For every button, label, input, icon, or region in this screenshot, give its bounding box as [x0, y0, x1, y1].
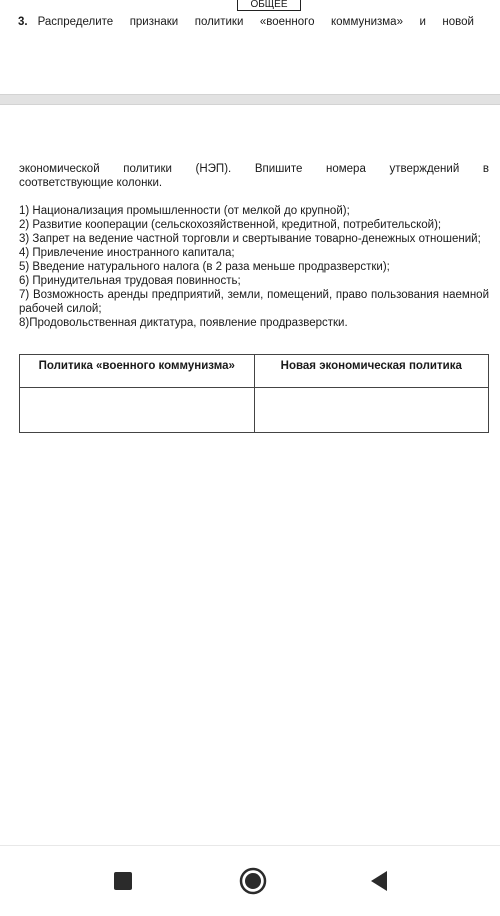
answer-table — [19, 354, 489, 433]
task-word: номера — [326, 163, 366, 175]
task-word: коммунизма» — [330, 16, 403, 28]
column-header-nep: Новая экономическая политика — [254, 355, 489, 388]
statement-item: 5) Введение натурального налога (в 2 раза меньше продразверстки); — [19, 261, 390, 273]
circle-icon[interactable] — [238, 866, 268, 896]
table-row — [20, 388, 489, 433]
task-first-line — [18, 16, 474, 28]
system-navigation-bar — [0, 845, 500, 916]
task-word: и — [419, 16, 426, 28]
task-word: новой — [442, 16, 474, 28]
statement-item: 4) Привлечение иностранного капитала; — [19, 247, 235, 259]
square-icon[interactable] — [108, 866, 138, 896]
task-word: политики — [194, 16, 244, 28]
statement-item: 7) Возможность аренды предприятий, земли, помещений, право пользования наемной рабочей силой; — [19, 289, 489, 315]
task-number-and-word: 3. Распределите — [18, 16, 114, 28]
task-word: политики — [123, 163, 172, 175]
task-number: 3. — [18, 16, 28, 28]
task-word: (НЭП). — [195, 163, 232, 175]
table-header-row — [20, 355, 489, 388]
statement-item: 8)Продовольственная диктатура, появление продразверстки. — [19, 317, 348, 329]
task-word: Впишите — [254, 163, 303, 175]
task-word: в — [482, 163, 489, 175]
statement-item: 2) Развитие кооперации (сельскохозяйственной, кредитной, потребительской); — [19, 219, 442, 231]
task-word: утверждений — [389, 163, 460, 175]
statement-item: 1) Национализация промышленности (от мелкой до крупной); — [19, 205, 350, 217]
task-word: «военного — [259, 16, 315, 28]
answer-cell-nep[interactable] — [254, 388, 489, 433]
section-badge: ОБЩЕЕ — [237, 0, 301, 11]
answer-cell-war-communism[interactable] — [20, 388, 255, 433]
statement-item: 6) Принудительная трудовая повинность; — [19, 275, 241, 287]
task-second-line — [19, 162, 489, 176]
task-content — [19, 162, 489, 330]
column-header-war-communism: Политика «военного коммунизма» — [20, 355, 255, 388]
task-third-line: соответствующие колонки. — [19, 177, 163, 189]
statement-item: 3) Запрет на ведение частной торговли и свертывание товарно-денежных отношений; — [19, 233, 481, 245]
task-word: признаки — [129, 16, 179, 28]
task-word: экономической — [19, 163, 100, 175]
back-icon[interactable] — [365, 866, 395, 896]
page-separator — [0, 94, 500, 105]
